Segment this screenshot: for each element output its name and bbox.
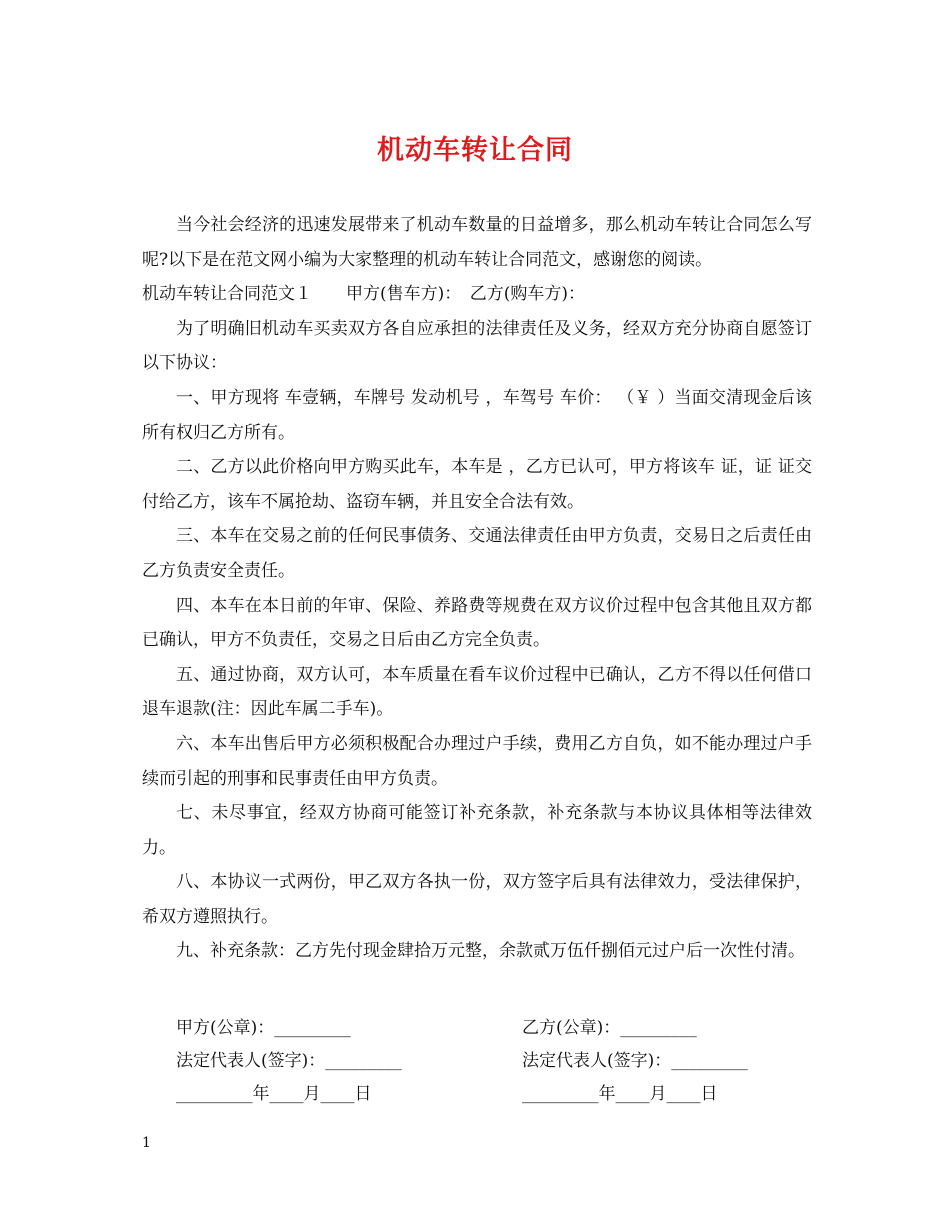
party-a-date-field: _________年____月____日 [176, 1084, 372, 1104]
clause-2: 二、乙方以此价格向甲方购买此车，本车是 ，乙方已认可，甲方将该车 证，证 证交付给乙方，该车不属抢劫、盗窃车辆，并且安全合法有效。 [142, 457, 812, 512]
clause-4: 四、本车在本日前的年审、保险、养路费等规费在双方议价过程中包含其他且双方都已确认，甲方不负责任，交易之日后由乙方完全负责。 [142, 595, 812, 651]
intro-paragraph: 当今社会经济的迅速发展带来了机动车数量的日益增多，那么机动车转让合同怎么写呢?以下是在范文网小编为大家整理的机动车转让合同范文，感谢您的阅读。 [142, 215, 812, 270]
clause-9: 九、补充条款：乙方先付现金肆拾万元整，余款贰万伍仟捌佰元过户后一次性付清。 [176, 941, 805, 962]
clause-3: 三、本车在交易之前的任何民事债务、交通法律责任由甲方负责，交易日之后责任由乙方负责安全责任。 [142, 526, 812, 581]
preamble-paragraph: 为了明确旧机动车买卖双方各自应承担的法律责任及义务，经双方充分协商自愿签订以下协议： [142, 318, 812, 374]
party-a-seal-field: 甲方(公章)：_________ [176, 1018, 351, 1038]
clause-7: 七、未尽事宜，经双方协商可能签订补充条款，补充条款与本协议具体相等法律效力。 [142, 803, 812, 858]
clause-6: 六、本车出售后甲方必须积极配合办理过户手续，费用乙方自负，如不能办理过户手续而引起的刑事和民事责任由甲方负责。 [142, 733, 812, 789]
party-b-seal-field: 乙方(公章)：_________ [522, 1018, 697, 1038]
document-title: 机动车转让合同 [377, 135, 573, 166]
sample-heading-line: 机动车转让合同范文１ 甲方(售车方)： 乙方(购车方)： [142, 284, 586, 305]
document-body [142, 208, 812, 969]
party-b-representative-field: 法定代表人(签字)：_________ [522, 1051, 748, 1071]
clause-8: 八、本协议一式两份，甲乙双方各执一份，双方签字后具有法律效力，受法律保护，希双方遵照执行。 [142, 872, 812, 927]
party-a-representative-field: 法定代表人(签字)：_________ [176, 1051, 402, 1071]
party-b-date-field: _________年____月____日 [522, 1084, 718, 1104]
page-number: 1 [142, 1135, 151, 1151]
clause-5: 五、通过协商，双方认可，本车质量在看车议价过程中已确认，乙方不得以任何借口退车退款(注：因此车属二手车)。 [142, 664, 812, 720]
clause-1: 一、甲方现将 车壹辆，车牌号 发动机号 ，车驾号 车价： （￥ ）当面交清现金后该所有权归乙方所有。 [142, 387, 812, 443]
